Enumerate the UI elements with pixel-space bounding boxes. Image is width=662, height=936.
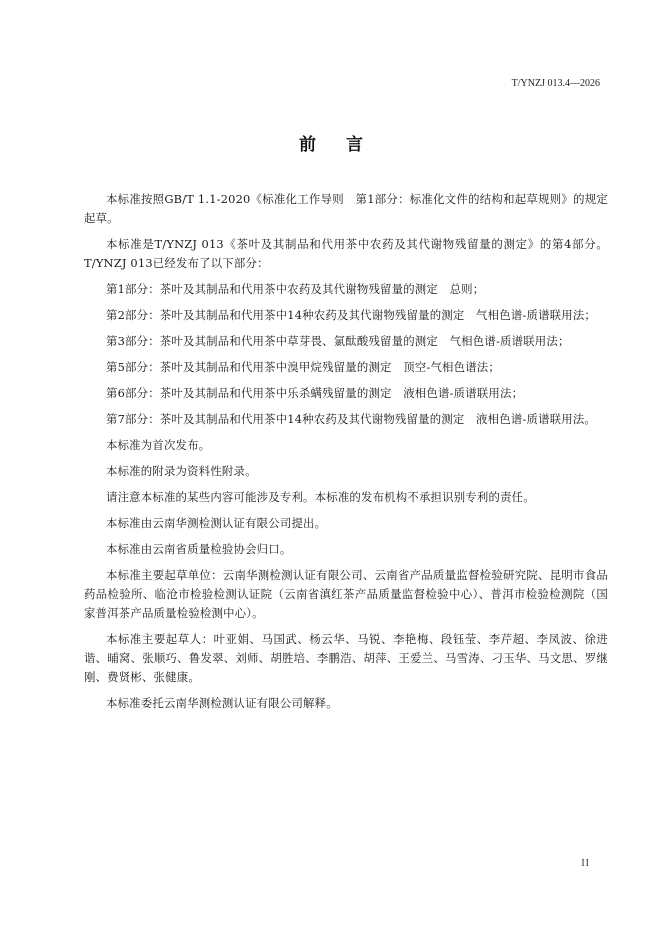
paragraph-proposed-by: 本标准由云南华测检测认证有限公司提出。 [106,516,327,530]
paragraph-appendix: 本标准的附录为资料性附录。 [106,464,257,478]
paragraph-patent-notice: 请注意本标准的某些内容可能涉及专利。本标准的发布机构不承担识别专利的责任。 [106,490,535,504]
paragraph-drafters: 本标准主要起草人：叶亚娟、马国武、杨云华、马锐、李艳梅、段钰莹、李芹超、李凤波、徐进谐、晡窝、张顺巧、鲁发翠、刘师、胡胜培、李鹏浩、胡萍、王爱兰、马雪涛、刁玉华、马文思、罗继刚、费贤彬、张健康。 [84,632,608,684]
paragraph-drafting-units: 本标准主要起草单位：云南华测检测认证有限公司、云南省产品质量监督检验研究院、昆明市食品药品检验所、临沧市检验检测认证院（云南省滇红茶产品质量监督检验中心）、普洱市检验检测院（国家普洱茶产品质量检验检测中心）。 [84,568,608,620]
list-item-part-5: 第5部分：茶叶及其制品和代用茶中溴甲烷残留量的测定 顶空-气相色谱法； [106,360,500,374]
paragraph-first-release: 本标准为首次发布。 [106,438,211,452]
page-title: 前言 [299,135,393,155]
list-item-part-1: 第1部分：茶叶及其制品和代用茶中农药及其代谢物残留量的测定 总则； [106,282,485,296]
list-item-part-2: 第2部分：茶叶及其制品和代用茶中14种农药及其代谢物残留量的测定 气相色谱-质谱联用法； [106,308,597,322]
list-item-part-6: 第6部分：茶叶及其制品和代用茶中乐杀螨残留量的测定 液相色谱-质谱联用法； [106,386,524,400]
document-code: T/YNZJ 013.4—2026 [511,78,600,89]
foreword-body [84,190,608,720]
paragraph-drafting-rules: 本标准按照GB/T 1.1-2020《标准化工作导则 第1部分：标准化文件的结构和起草规则》的规定起草。 [84,192,608,225]
paragraph-series-intro: 本标准是T/YNZJ 013《茶叶及其制品和代用茶中农药及其代谢物残留量的测定》的第4部分。T/YNZJ 013已经发布了以下部分： [84,237,608,270]
paragraph-interpretation: 本标准委托云南华测检测认证有限公司解释。 [106,696,338,710]
list-item-part-3: 第3部分：茶叶及其制品和代用茶中草芽畏、氯酞酸残留量的测定 气相色谱-质谱联用法； [106,334,570,348]
paragraph-centralized-by: 本标准由云南省质量检验协会归口。 [106,542,292,556]
list-item-part-7: 第7部分：茶叶及其制品和代用茶中14种农药及其代谢物残留量的测定 液相色谱-质谱联用法。 [106,412,597,426]
page-number: II [581,858,590,869]
